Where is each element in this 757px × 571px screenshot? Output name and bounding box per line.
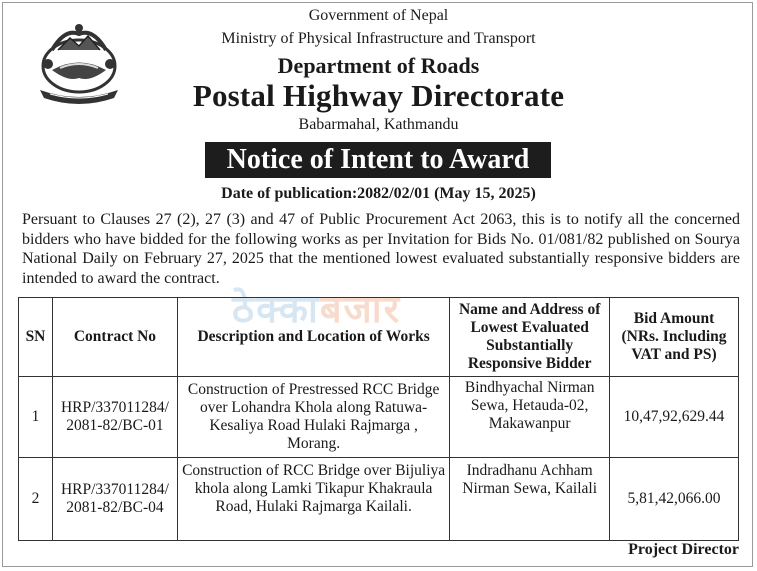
cell-bidder: Indradhanu Achham Nirman Sewa, Kailali	[450, 458, 610, 541]
department-name: Department of Roads	[277, 53, 480, 78]
notice-body: Persuant to Clauses 27 (2), 27 (3) and 47 of Public Procurement Act 2063, this is to notify all the concerned bidders who have bidded for the following works as per Invitation for Bids No. 01/081/82 published on Sourya National Daily on February 27, 2025 that the mentioned lowest evaluated substantially responsive bidders are intended to award the contract.	[22, 211, 740, 287]
table-row	[19, 458, 739, 541]
signatory-title: Project Director	[628, 541, 739, 558]
cell-description: Construction of RCC Bridge over Bijuliya khola along Lamki Tikapur Khakraula Road, Hulaki Rajmarga Kailali.	[177, 458, 449, 541]
cell-bidder: Bindhyachal Nirman Sewa, Hetauda-02, Makawanpur	[450, 377, 610, 458]
ministry-name: Ministry of Physical Infrastructure and Transport	[221, 30, 536, 47]
publication-date: Date of publication:2082/02/01 (May 15, 2025)	[221, 185, 536, 202]
directorate-title: Postal Highway Directorate	[192, 78, 565, 113]
cell-sn: 2	[19, 458, 53, 541]
header-bid-amount: Bid Amount (NRs. Including VAT and PS)	[610, 298, 739, 377]
watermark-part-1: ठेक्का	[232, 287, 320, 331]
cell-bid-amount: 10,47,92,629.44	[610, 377, 739, 458]
cell-contract-no: HRP/337011284/ 2081-82/BC-04	[52, 458, 177, 541]
header-contract-no: Contract No	[52, 298, 177, 377]
office-address: Babarmahal, Kathmandu	[298, 116, 459, 133]
header-sn: SN	[19, 298, 53, 377]
government-name: Government of Nepal	[308, 7, 449, 24]
award-table	[18, 297, 739, 541]
header-description: Description and Location of Works	[177, 298, 449, 377]
notice-title: Notice of Intent to Award	[205, 142, 551, 178]
cell-description: Construction of Prestressed RCC Bridge over Lohandra Khola along Ratuwa- Kesaliya Road Hulaki Rajmarga , Morang.	[177, 377, 449, 458]
cell-contract-no: HRP/337011284/ 2081-82/BC-01	[52, 377, 177, 458]
table-header-row	[19, 298, 739, 377]
table-row	[19, 377, 739, 458]
header-bidder: Name and Address of Lowest Evaluated Substantially Responsive Bidder	[450, 298, 610, 377]
watermark-part-2: बजार	[319, 287, 402, 331]
cell-bid-amount: 5,81,42,066.00	[610, 458, 739, 541]
cell-sn: 1	[19, 377, 53, 458]
